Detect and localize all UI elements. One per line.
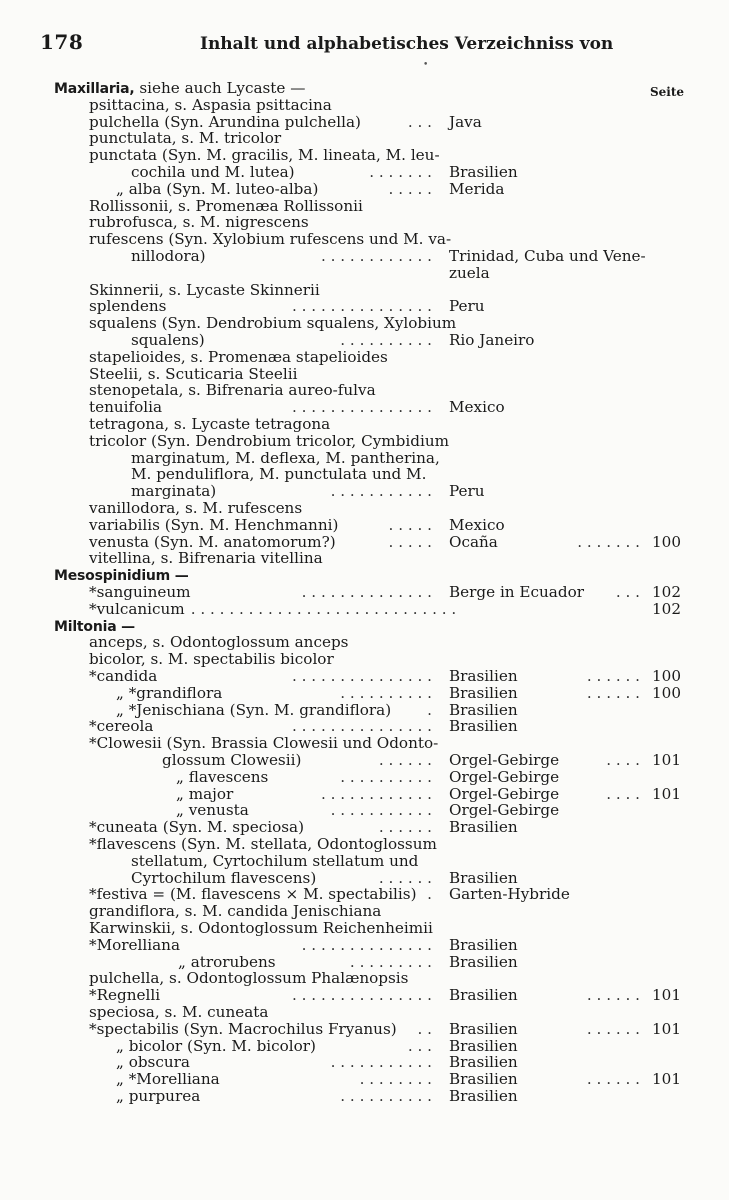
- index-row: [0, 416, 729, 433]
- index-row: [0, 517, 729, 534]
- index-row: [0, 886, 729, 903]
- index-row: [0, 937, 729, 954]
- index-row: [0, 1088, 729, 1105]
- dot-leader: . . . . . . . . .: [349, 952, 432, 971]
- entry-name: tetragona, s. Lycaste tetragona: [89, 415, 331, 433]
- entry-location: Brasilien: [449, 667, 518, 685]
- entry-name: grandiflora, s. M. candida Jenischiana: [89, 902, 382, 921]
- dot-leader: . . . . . . . . . .: [340, 1087, 432, 1105]
- entry-text: [131, 332, 205, 349]
- entry-name: „ major: [176, 784, 234, 803]
- dot-leader: . . . . . . . . . . . . . . .: [291, 398, 432, 417]
- entry-text: [89, 534, 336, 551]
- entry-text: [89, 819, 304, 836]
- index-row: [0, 668, 729, 685]
- entry-name: stenopetala, s. Bifrenaria aureo-fulva: [89, 381, 376, 400]
- entry-name: Karwinskii, s. Odontoglossum Reichenheimii: [89, 919, 433, 937]
- entry-location: Brasilien: [449, 1036, 518, 1055]
- dot-leader: . . . . .: [388, 532, 432, 551]
- entry-text: [89, 130, 281, 147]
- dot-leader-page: . . .: [615, 583, 640, 601]
- dot-leader: .: [427, 885, 432, 904]
- entry-location: Brasilien: [449, 1019, 518, 1038]
- index-row: [0, 634, 729, 651]
- running-title: Inhalt und alphabetisches Verzeichniss von: [200, 34, 614, 54]
- entry-name: *cereola: [89, 717, 154, 736]
- entry-name: siehe auch Lycaste —: [134, 79, 306, 97]
- entry-location: Brasilien: [449, 683, 518, 702]
- entry-name: „ flavescens: [176, 767, 269, 786]
- entry-text: [89, 668, 157, 685]
- entry-text: [89, 282, 320, 299]
- index-row: [0, 769, 729, 786]
- entry-name: *sanguineum: [89, 583, 191, 601]
- entry-name: marginatum, M. deflexa, M. pantherina,: [131, 448, 440, 467]
- dot-leader: . . . . . . . . . .: [340, 683, 432, 702]
- entry-location: Brasilien: [449, 1070, 518, 1089]
- dot-leader: . . .: [407, 112, 432, 131]
- entry-location: Orgel-Gebirge: [449, 801, 560, 820]
- index-row: [0, 786, 729, 803]
- dot-leader: . . . . . . . . . . . . . .: [301, 935, 432, 954]
- index-row: [0, 483, 729, 500]
- entry-name: psittacina, s. Aspasia psittacina: [89, 95, 332, 114]
- page-reference: 101: [652, 784, 681, 803]
- entry-location: Brasilien: [449, 868, 518, 887]
- genus-heading: Mesospinidium —: [54, 568, 189, 585]
- entry-location: Brasilien: [449, 1087, 518, 1105]
- entry-name: *flavescens (Syn. M. stellata, Odontoglossum: [89, 835, 437, 853]
- entry-location: Orgel-Gebirge: [449, 784, 560, 803]
- dot-leader-page: . . . .: [606, 751, 640, 769]
- index-row: [0, 618, 729, 635]
- dot-leader: . . . . .: [388, 515, 432, 534]
- index-row: [0, 450, 729, 467]
- index-row: [0, 1021, 729, 1038]
- entry-location: Brasilien: [449, 717, 518, 736]
- entry-location: Brasilien: [449, 986, 518, 1005]
- entry-text: [89, 214, 309, 231]
- dot-leader: . . .: [407, 1036, 432, 1055]
- index-row: [0, 97, 729, 114]
- entry-text: [89, 903, 381, 920]
- entry-text: [89, 399, 162, 416]
- index-row: [0, 567, 729, 584]
- entry-text: [89, 584, 191, 601]
- dot-leader: . . . . . . . . . . .: [330, 482, 432, 501]
- entry-name: cochila und M. lutea): [131, 163, 295, 181]
- entry-name: „ atrorubens: [178, 952, 276, 971]
- dot-leader-page: . . . . . . .: [577, 532, 640, 551]
- entry-name: „ bicolor (Syn. M. bicolor): [116, 1036, 316, 1055]
- page-number: 178: [40, 30, 84, 54]
- index-row: [0, 920, 729, 937]
- entry-text: [89, 298, 166, 315]
- dot-leader: . . . . . . . . . .: [340, 767, 432, 786]
- entry-text: [89, 382, 376, 399]
- index-row: [0, 80, 729, 97]
- entry-text: [89, 836, 437, 853]
- index-row: [0, 718, 729, 735]
- dot-leader: . . . . . . . . . . . . . . .: [291, 717, 432, 736]
- index-row: [0, 987, 729, 1004]
- index-row: [0, 685, 729, 702]
- entry-text: [89, 114, 361, 131]
- page-reference: 101: [652, 1070, 681, 1089]
- dot-leader: . . . . . . .: [369, 163, 432, 181]
- entry-name: „ *Morelliana: [116, 1070, 220, 1089]
- entry-location: Merida: [449, 179, 505, 198]
- entry-name: pulchella, s. Odontoglossum Phalænopsis: [89, 969, 409, 988]
- index-row: [0, 231, 729, 248]
- index-row: [0, 315, 729, 332]
- dot-leader: . . . . . . . . . . . . . . .: [291, 986, 432, 1005]
- genus-heading: Miltonia —: [54, 618, 135, 635]
- index-row: [0, 802, 729, 819]
- entry-text: [89, 349, 388, 366]
- index-row: [0, 298, 729, 315]
- dot-leader-page: . . . . . .: [586, 667, 640, 685]
- entry-text: [131, 450, 440, 467]
- entry-location: Mexico: [449, 515, 505, 534]
- entry-location: Mexico: [449, 398, 505, 417]
- entry-location: Java: [449, 112, 482, 131]
- entry-name: stellatum, Cyrtochilum stellatum und: [131, 851, 419, 870]
- entry-name: *Clowesii (Syn. Brassia Clowesii und Odonto-: [89, 734, 439, 753]
- entry-text: [131, 164, 295, 181]
- entry-text: [131, 870, 316, 887]
- entry-name: Cyrtochilum flavescens): [131, 868, 317, 887]
- entry-location: Brasilien: [449, 163, 518, 181]
- entry-name: „ *Jenischiana (Syn. M. grandiflora): [116, 700, 392, 719]
- entry-name: *Morelliana: [89, 935, 180, 954]
- entry-text: [116, 181, 318, 198]
- index-row: [0, 130, 729, 147]
- entry-name: marginata): [131, 482, 217, 501]
- entry-text: [176, 769, 268, 786]
- entry-name: anceps, s. Odontoglossum anceps: [89, 633, 349, 652]
- entry-name: vitellina, s. Bifrenaria vitellina: [89, 549, 323, 568]
- entry-text: [89, 937, 180, 954]
- entry-text: [176, 802, 249, 819]
- dot-leader: . . . . .: [388, 179, 432, 198]
- dot-leader-page: . . . . . .: [586, 986, 640, 1005]
- entry-text: [131, 853, 418, 870]
- entry-text: [89, 920, 433, 937]
- dot-leader: . . . . . .: [378, 751, 432, 769]
- dot-leader: . . . . . . . . . . . . . . . . . . . . . . . . . . . .: [190, 599, 457, 618]
- index-row: [0, 164, 729, 181]
- entry-text: [89, 500, 302, 517]
- entry-text: [162, 752, 301, 769]
- dot-leader: . . . . . . . . . .: [340, 331, 432, 349]
- entry-name: stapelioides, s. Promenæa stapelioides: [89, 347, 388, 366]
- entry-name: tenuifolia: [89, 398, 163, 417]
- entry-text: [89, 231, 451, 248]
- entry-name: Skinnerii, s. Lycaste Skinnerii: [89, 280, 320, 299]
- page-reference: 101: [652, 751, 681, 769]
- entry-name: punctata (Syn. M. gracilis, M. lineata, M. leu-: [89, 146, 440, 165]
- entry-text: [89, 198, 363, 215]
- entry-location: Ocaña: [449, 532, 498, 551]
- index-row: [0, 1038, 729, 1055]
- index-row: [0, 954, 729, 971]
- entry-name: *cuneata (Syn. M. speciosa): [89, 818, 305, 837]
- entry-text: [116, 1038, 316, 1055]
- index-row: [0, 819, 729, 836]
- dot-leader: . . . . . . . . . . . . . . .: [291, 297, 432, 316]
- entry-name: pulchella (Syn. Arundina pulchella): [89, 112, 361, 131]
- index-row: [0, 500, 729, 517]
- entry-text: [89, 550, 323, 567]
- index-row: [0, 1071, 729, 1088]
- entry-name: *spectabilis (Syn. Macrochilus Fryanus): [89, 1019, 397, 1038]
- entry-name: Rollissonii, s. Promenæa Rollissonii: [89, 196, 363, 215]
- index-row: [0, 550, 729, 567]
- dot-leader: . . . . . . . . . . . . . .: [301, 583, 432, 601]
- index-row: [0, 399, 729, 416]
- entry-name: „ alba (Syn. M. luteo-alba): [116, 179, 319, 198]
- entry-location: Garten-Hybride: [449, 885, 570, 904]
- entry-name: nillodora): [131, 247, 206, 265]
- index-row: [0, 382, 729, 399]
- entry-text: [131, 248, 206, 265]
- page-reference: 101: [652, 1019, 681, 1038]
- entry-name: variabilis (Syn. M. Henchmanni): [89, 515, 339, 534]
- entry-location: Brasilien: [449, 818, 518, 837]
- index-row: [0, 214, 729, 231]
- entry-name: M. penduliflora, M. punctulata und M.: [131, 465, 427, 484]
- entry-text: [131, 483, 216, 500]
- entry-text: [176, 786, 233, 803]
- index-row: [0, 114, 729, 131]
- entry-text: [89, 315, 456, 332]
- index-row: [0, 198, 729, 215]
- entry-location: zuela: [449, 263, 490, 282]
- entry-name: Steelii, s. Scuticaria Steelii: [89, 364, 298, 383]
- column-label-seite: Seite: [650, 85, 685, 99]
- index-row: [0, 466, 729, 483]
- entry-location: Brasilien: [449, 935, 518, 954]
- dot-leader: . . . . . . . . . . . .: [320, 784, 432, 803]
- index-row: [0, 1054, 729, 1071]
- entry-text: [89, 366, 297, 383]
- entry-name: rufescens (Syn. Xylobium rufescens und M. va-: [89, 230, 452, 249]
- page-reference: 100: [652, 667, 681, 685]
- entry-location: Brasilien: [449, 700, 518, 719]
- entry-name: squalens (Syn. Dendrobium squalens, Xylobium: [89, 314, 457, 333]
- index-row: [0, 147, 729, 164]
- entry-name: „ *grandiflora: [116, 683, 223, 702]
- entry-text: [89, 886, 417, 903]
- entry-text: [89, 601, 185, 618]
- page-reference: 100: [652, 683, 681, 702]
- entry-text: [89, 970, 408, 987]
- index-row: [0, 853, 729, 870]
- entry-name: *festiva = (M. flavescens × M. spectabilis): [89, 885, 417, 904]
- entry-name: venusta (Syn. M. anatomorum?): [89, 532, 336, 551]
- entry-location: Berge in Ecuador: [449, 583, 584, 601]
- index-row: [0, 584, 729, 601]
- entry-name: speciosa, s. M. cuneata: [89, 1003, 269, 1021]
- entry-name: vanillodora, s. M. rufescens: [89, 499, 303, 517]
- entry-text: [89, 1021, 397, 1038]
- entry-text: [131, 466, 426, 483]
- entry-text: [116, 1071, 220, 1088]
- index-row: [0, 651, 729, 668]
- index-row: [0, 332, 729, 349]
- dot-leader: . .: [417, 1019, 432, 1038]
- index-row: [0, 265, 729, 282]
- entry-name: splendens: [89, 297, 167, 316]
- index-row: [0, 752, 729, 769]
- dot-leader-page: . . . . . .: [586, 1070, 640, 1089]
- dot-leader: .: [427, 700, 432, 719]
- entry-location: Peru: [449, 482, 485, 501]
- dot-leader: . . . . . . . . . . .: [330, 1053, 432, 1072]
- index-row: [0, 735, 729, 752]
- entry-text: [89, 651, 334, 668]
- page-reference: 102: [652, 583, 681, 601]
- dot-leader-page: . . . . . .: [586, 1019, 640, 1038]
- entry-location: Trinidad, Cuba und Vene-: [449, 247, 646, 265]
- entry-name: *vulcanicum: [89, 599, 185, 618]
- entry-text: [89, 987, 160, 1004]
- entry-text: [89, 718, 153, 735]
- page-reference: 102: [652, 599, 681, 618]
- entry-text: [89, 735, 438, 752]
- entry-text: [89, 97, 332, 114]
- dot-leader: . . . . . . . . . . .: [330, 801, 432, 820]
- dot-leader: . . . . . . . . . . . . . . .: [291, 667, 432, 685]
- entry-location: Rio Janeiro: [449, 331, 535, 349]
- entry-location: Orgel-Gebirge: [449, 751, 560, 769]
- entry-text: [116, 1088, 200, 1105]
- entry-name: punctulata, s. M. tricolor: [89, 129, 282, 148]
- entry-location: Peru: [449, 297, 485, 316]
- index-row: [0, 282, 729, 299]
- entry-location: Brasilien: [449, 952, 518, 971]
- index-row: [0, 903, 729, 920]
- index-row: [0, 366, 729, 383]
- entry-text: [89, 147, 440, 164]
- index-row: [0, 349, 729, 366]
- entry-text: [116, 702, 391, 719]
- page-reference: 101: [652, 986, 681, 1005]
- dot-leader: . . . . . .: [378, 818, 432, 837]
- entry-name: squalens): [131, 331, 205, 349]
- entry-name: bicolor, s. M. spectabilis bicolor: [89, 650, 334, 669]
- entry-name: „ obscura: [116, 1053, 190, 1072]
- index-row: [0, 836, 729, 853]
- entry-name: tricolor (Syn. Dendrobium tricolor, Cymbidium: [89, 431, 450, 450]
- dot-leader-page: . . . . . .: [586, 683, 640, 702]
- entry-name: *Regnelli: [89, 986, 161, 1005]
- dot-leader: . . . . . . . .: [359, 1070, 432, 1089]
- entry-name: „ purpurea: [116, 1087, 201, 1105]
- index-row: [0, 1004, 729, 1021]
- dot-leader: . . . . . .: [378, 868, 432, 887]
- page-reference: 100: [652, 532, 681, 551]
- entry-location: Orgel-Gebirge: [449, 767, 560, 786]
- entry-name: *candida: [89, 667, 158, 685]
- entry-name: rubrofusca, s. M. nigrescens: [89, 213, 309, 232]
- entry-text: [116, 685, 222, 702]
- entry-text: [178, 954, 276, 971]
- entry-text: [89, 634, 348, 651]
- entry-name: „ venusta: [176, 801, 249, 820]
- entry-text: [89, 416, 330, 433]
- genus-heading: Maxillaria,: [54, 81, 135, 97]
- dot-leader: . . . . . . . . . . . .: [320, 247, 432, 265]
- index-row: [0, 870, 729, 887]
- index-row: [0, 970, 729, 987]
- dot-leader-page: . . . .: [606, 784, 640, 803]
- index-row: [0, 534, 729, 551]
- entry-text: [89, 433, 449, 450]
- entry-location: Brasilien: [449, 1053, 518, 1072]
- index-row: [0, 248, 729, 265]
- entry-text: [116, 1054, 190, 1071]
- entry-text: [89, 1004, 268, 1021]
- index-row: [0, 433, 729, 450]
- entry-text: [89, 517, 338, 534]
- index-row: [0, 702, 729, 719]
- print-mark: •: [423, 60, 429, 70]
- index-row: [0, 601, 729, 618]
- index-row: [0, 181, 729, 198]
- entry-name: glossum Clowesii): [162, 751, 302, 769]
